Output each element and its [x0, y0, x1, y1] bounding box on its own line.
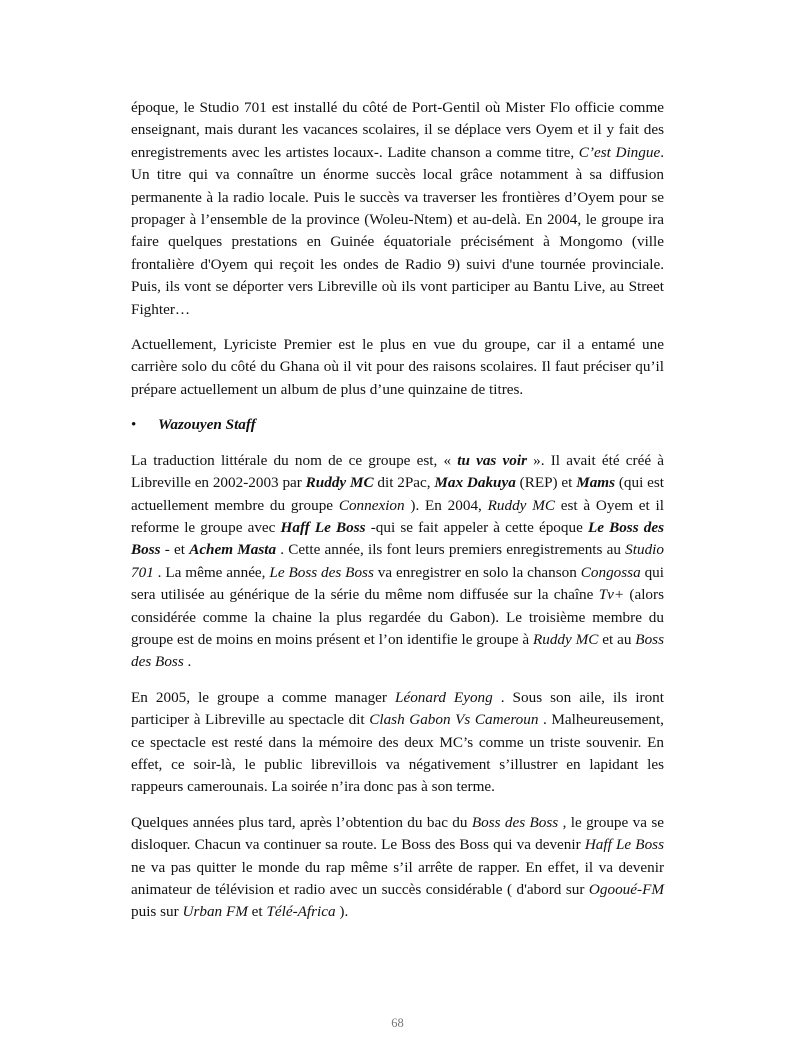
section-title: Wazouyen Staff: [158, 416, 256, 434]
section-heading-wazouyen-staff: [131, 414, 664, 436]
page-body: [131, 97, 664, 937]
paragraph-manager: En 2005, le groupe a comme manager Léonard Eyong . Sous son aile, ils iront participer à Libreville au spectacle dit Clash Gabon Vs Cameroun . Malheureusement, ce spectacle est resté dans la mémoire des deux MC’s comme un triste souvenir. En effet, ce soir-là, le public librevillois va négativement s’illustrer en lapidant les rappeurs camerounais. La soirée n’ira donc pas à son terme.: [131, 688, 664, 796]
paragraph-lyriciste-premier: Actuellement, Lyriciste Premier est le plus en vue du groupe, car il a entamé une carrière solo du côté du Ghana où il vit pour des raisons scolaires. Il faut préciser qu’il prépare actuellement un album de plus d’une quinzaine de titres.: [131, 336, 664, 398]
page-number: 68: [391, 1016, 404, 1030]
bullet-icon: •: [131, 416, 137, 434]
paragraph-studio-701: époque, le Studio 701 est installé du côté de Port-Gentil où Mister Flo officie comme enseignant, mais durant les vacances scolaires, il se déplace vers Oyem et il y fait des enregistrements avec les artistes locaux-. Ladite chanson a comme titre, C’est Dingue. Un titre qui va connaître un énorme succès local grâce notamment à sa diffusion permanente à la radio locale. Puis le succès va traverser les frontières d’Oyem pour se propager à l’ensemble de la province (Woleu-Ntem) et au-delà. En 2004, le groupe ira faire quelques prestations en Guinée équatoriale précisément à Mongomo (ville frontalière d'Oyem qui reçoit les ondes de Radio 9) suivi d'une tournée provinciale. Puis, ils vont se déporter vers Libreville où ils vont participer au Bantu Live, au Street Fighter…: [131, 99, 664, 318]
paragraph-disloquer: Quelques années plus tard, après l’obtention du bac du Boss des Boss , le groupe va se disloquer. Chacun va continuer sa route. Le Boss des Boss qui va devenir Haff Le Boss ne va pas quitter le monde du rap même s’il arrête de rapper. En effet, il va devenir animateur de télévision et radio avec un succès considérable ( d'abord sur Ogooué-FM puis sur Urban FM et Télé-Africa ).: [131, 813, 664, 921]
paragraph-traduction: La traduction littérale du nom de ce groupe est, « tu vas voir ». Il avait été créé à Libreville en 2002-2003 par Ruddy MC dit 2Pac, Max Dakuya (REP) et Mams (qui est actuellement membre du groupe Connexion ). En 2004, Ruddy MC est à Oyem et il reforme le groupe avec Haff Le Boss -qui se fait appeler à cette époque Le Boss des Boss - et Achem Masta . Cette année, ils font leurs premiers enregistrements au Studio 701 . La même année, Le Boss des Boss va enregistrer en solo la chanson Congossa qui sera utilisée au générique de la série du même nom diffusée sur la chaîne Tv+ (alors considérée comme la chaine la plus regardée du Gabon). Le troisième membre du groupe est de moins en moins présent et l’on identifie le groupe à Ruddy MC et au Boss des Boss .: [131, 451, 665, 671]
